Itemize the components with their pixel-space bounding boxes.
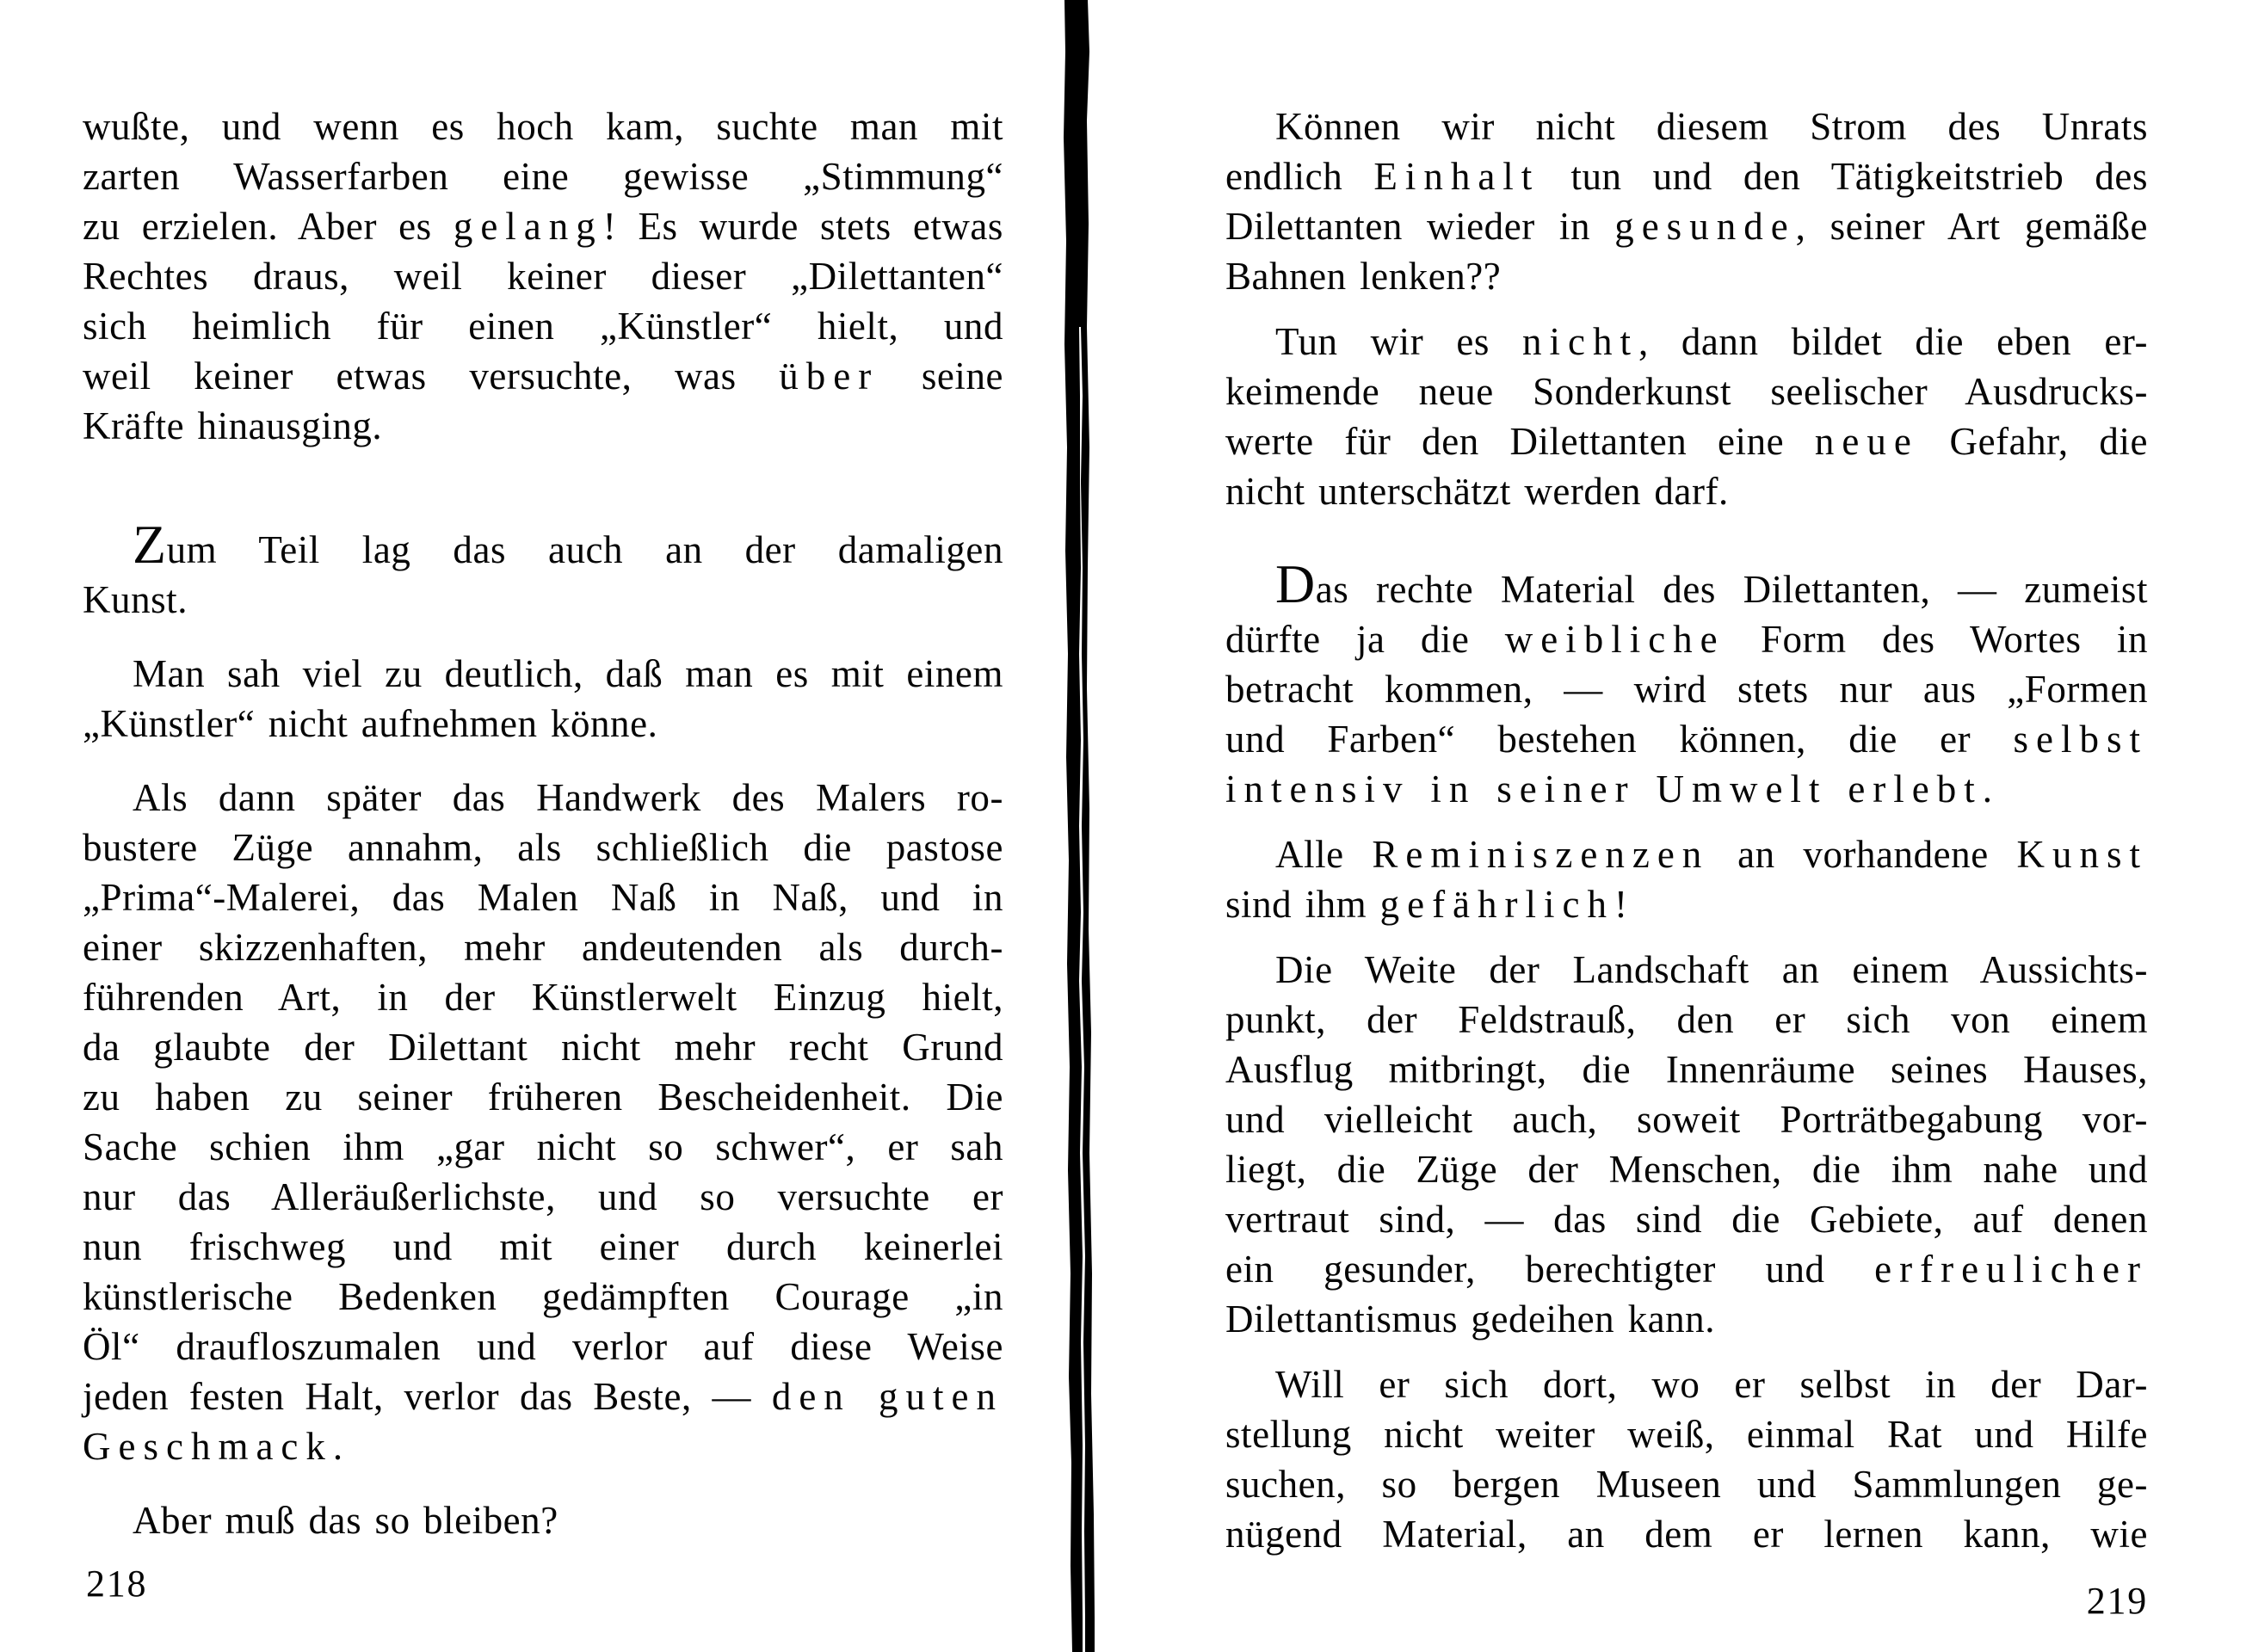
text-line: jeden festen Halt, verlor das Beste, — den guten	[83, 1375, 1003, 1418]
text-line: suchen, so bergen Museen und Sammlungen ge-	[1225, 1463, 2148, 1506]
text-line: nügend Material, an dem er lernen kann, wie	[1225, 1513, 2148, 1556]
text-line: Man sah viel zu deutlich, daß man es mit einem	[133, 652, 1003, 695]
text-line: Dilettanten wieder in gesunde, seiner Art gemäße	[1225, 205, 2149, 248]
left-page	[83, 102, 1003, 1545]
text-line: Die Weite der Landschaft an einem Aussichts-	[1275, 948, 2148, 991]
text-line: da glaubte der Dilettant nicht mehr recht Grund	[83, 1026, 1003, 1069]
text-line: Aber muß das so bleiben?	[133, 1499, 558, 1542]
letterspaced-text: Kunst	[2016, 833, 2148, 876]
text-line: dürfte ja die weibliche Form des Wortes in	[1225, 618, 2148, 661]
text-line: betracht kommen, — wird stets nur aus „Formen	[1225, 668, 2148, 711]
text-line: und vielleicht auch, soweit Porträtbegabung vor-	[1225, 1098, 2148, 1141]
letterspaced-text: gefährlich	[1379, 883, 1614, 926]
page-number-left: 218	[86, 1563, 148, 1605]
left-page-text	[83, 102, 1003, 1545]
text-line: Kunst.	[83, 578, 188, 621]
text-line: Können wir nicht diesem Strom des Unrats	[1275, 105, 2148, 148]
text-line: Alle Reminiszenzen an vorhandene Kunst	[1275, 833, 2148, 876]
letterspaced-text: gesunde	[1614, 205, 1796, 248]
text-line: keimende neue Sonderkunst seelischer Ausdrucks-	[1225, 370, 2148, 413]
text-line: endlich Einhalt tun und den Tätigkeitstrieb des	[1225, 155, 2148, 198]
letterspaced-text: selbst	[2013, 718, 2148, 761]
text-line: einer skizzenhaften, mehr andeutenden als durch-	[83, 926, 1003, 969]
text-line: vertraut sind, — das sind die Gebiete, auf denen	[1225, 1198, 2148, 1241]
text-line: zarten Wasserfarben eine gewisse „Stimmung“	[83, 155, 1003, 198]
paragraph	[83, 649, 1003, 749]
paragraph	[1225, 317, 2148, 516]
letterspaced-text: Einhalt	[1373, 155, 1540, 198]
paragraph	[1225, 945, 2148, 1344]
paragraph	[83, 1495, 1003, 1545]
text-line: und Farben“ bestehen können, die er selbst	[1225, 718, 2148, 761]
text-line: zu erzielen. Aber es gelang! Es wurde stets etwas	[83, 205, 1003, 248]
text-line: intensiv in seiner Umwelt erlebt.	[1225, 767, 1993, 811]
text-line: Als dann später das Handwerk des Malers ro-	[133, 776, 1003, 819]
right-page-text	[1225, 102, 2148, 1559]
letterspaced-text: nicht	[1522, 320, 1638, 363]
letterspaced-text: gelang	[453, 205, 603, 248]
text-line: Das rechte Material des Dilettanten, — zumeist	[1275, 553, 2148, 614]
text-line: bustere Züge annahm, als schließlich die pastose	[83, 826, 1003, 869]
letterspaced-text: weibliche	[1504, 618, 1725, 661]
right-page	[1225, 102, 2148, 1559]
text-line: Will er sich dort, wo er selbst in der Dar-	[1275, 1363, 2148, 1406]
text-line: zu haben zu seiner früheren Bescheidenheit. Die	[83, 1076, 1003, 1119]
letterspaced-text: Reminiszenzen	[1372, 833, 1710, 876]
text-line: weil keiner etwas versuchte, was über seine	[83, 354, 1003, 398]
text-line: Geschmack.	[83, 1425, 343, 1468]
text-line: nun frischweg und mit einer durch keinerlei	[83, 1225, 1003, 1268]
letterspaced-text: erfreulicher	[1874, 1248, 2148, 1291]
text-line: „Prima“-Malerei, das Malen Naß in Naß, und in	[83, 876, 1003, 919]
initial-capital: D	[1275, 553, 1316, 614]
text-line: werte für den Dilettanten eine neue Gefahr, die	[1225, 420, 2148, 463]
text-line: Sache schien ihm „gar nicht so schwer“, er sah	[83, 1125, 1003, 1168]
paragraph	[1225, 829, 2148, 929]
text-line: Ausflug mitbringt, die Innenräume seines Hauses,	[1225, 1048, 2148, 1091]
text-line: sind ihm gefährlich!	[1225, 883, 1628, 926]
text-line: punkt, der Feldstrauß, den er sich von einem	[1225, 998, 2148, 1041]
text-line: wußte, und wenn es hoch kam, suchte man mit	[83, 105, 1003, 148]
paragraph	[83, 773, 1003, 1471]
text-line: Rechtes draus, weil keiner dieser „Dilettanten“	[83, 255, 1003, 298]
text-line: „Künstler“ nicht aufnehmen könne.	[83, 702, 658, 745]
letterspaced-text: den guten	[771, 1375, 1003, 1418]
text-line: Kräfte hinausging.	[83, 404, 383, 447]
text-line: künstlerische Bedenken gedämpften Courage „in	[83, 1275, 1003, 1318]
letterspaced-text: über	[779, 354, 879, 398]
paragraph	[83, 102, 1003, 451]
letterspaced-text: Geschmack	[83, 1425, 333, 1468]
text-line: liegt, die Züge der Menschen, die ihm nahe und	[1225, 1148, 2148, 1191]
text-line: sich heimlich für einen „Künstler“ hielt, und	[83, 305, 1003, 348]
text-line: nur das Alleräußerlichste, und so versuchte er	[83, 1175, 1003, 1218]
text-line: Dilettantismus gedeihen kann.	[1225, 1298, 1715, 1341]
text-line: ein gesunder, berechtigter und erfreulicher	[1225, 1248, 2148, 1291]
letterspaced-text: neue	[1814, 420, 1919, 463]
text-line: Tun wir es nicht, dann bildet die eben er-	[1275, 320, 2148, 363]
page-number-right: 219	[2086, 1580, 2148, 1622]
paragraph	[83, 514, 1003, 625]
text-line: nicht unterschätzt werden darf.	[1225, 470, 1729, 513]
binding-gutter-shadow	[1058, 0, 1107, 1652]
paragraph	[1225, 553, 2148, 814]
paragraph	[1225, 1359, 2148, 1559]
text-line: führenden Art, in der Künstlerwelt Einzug hielt,	[83, 976, 1003, 1019]
text-line: Zum Teil lag das auch an der damaligen	[133, 514, 1003, 575]
initial-capital: Z	[133, 514, 167, 575]
text-line: stellung nicht weiter weiß, einmal Rat und Hilfe	[1225, 1413, 2148, 1456]
paragraph	[1225, 102, 2148, 301]
text-line: Bahnen lenken??	[1225, 255, 1502, 298]
letterspaced-text: intensiv in seiner Umwelt erlebt	[1225, 767, 1983, 811]
text-line: Öl“ draufloszumalen und verlor auf diese Weise	[83, 1325, 1003, 1368]
